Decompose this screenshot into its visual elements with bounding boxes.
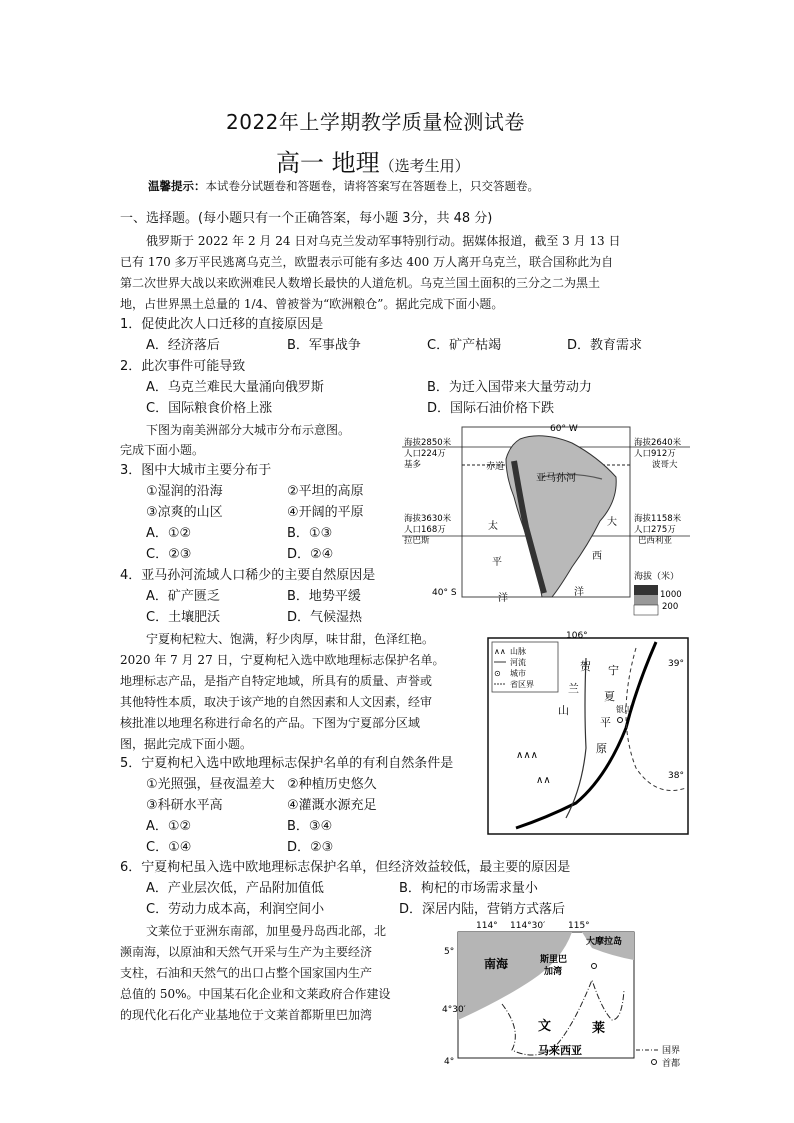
helan-char: 贺 [580,660,591,673]
legend-boundary: 省区界 [510,680,534,689]
q3-stem: 3．图中大城市主要分布于 [120,463,272,478]
lapaz-label: 人口168万 [404,525,446,535]
legend-level: 200 [662,602,679,612]
bogota-label: 波哥大 [652,460,678,470]
ningxia-char: 夏 [604,690,615,703]
lapaz-label: 海拔3630米 [404,514,452,524]
brasilia-label: 巴西利亚 [638,536,673,546]
amazon-label: 亚马孙河 [536,473,576,484]
q5-option-d[interactable]: D．②③ [287,840,334,855]
passage1-line: 已有 170 多万平民逃离乌克兰，欧盟表示可能有多达 400 万人离开乌克兰，联合国称此为自 [120,255,614,269]
passage4-line: 的现代化石化产业基地位于文莱首都斯里巴加湾 [120,1008,373,1022]
q3-item-2: ②平坦的高原 [287,484,364,499]
legend-swatch-low [634,605,658,615]
q2-option-b[interactable]: B．为迁入国带来大量劳动力 [427,380,592,395]
passage3-line: 宁夏枸杞粒大、饱满，籽少肉厚，味甘甜，色泽红艳。 [146,632,435,646]
mountain-symbols: ∧∧ [536,775,551,786]
pacific-char: 洋 [498,593,508,604]
q3-option-b[interactable]: B．①③ [287,526,333,541]
nx-lon-label: 106° [566,631,588,641]
passage3-line: 地理标志产品，是指产自特定地域，所具有的质量、声誉或 [120,674,433,688]
q5-item-4: ④灌溉水源充足 [287,798,377,813]
q1-option-b[interactable]: B．军事战争 [287,338,361,353]
plain-char: 原 [596,742,607,755]
legend-border: 国界 [662,1046,681,1056]
passage4-line: 濒南海，以原油和天然气开采与生产为主要经济 [120,945,373,959]
passage2-line: 下图为南美洲部分大城市分布示意图。 [146,423,351,437]
island-label: 大摩拉岛 [586,937,623,947]
sa-lon-label: 60° W [550,424,578,434]
atlantic-char: 大 [607,517,617,528]
q3-item-4: ④开阔的平原 [287,505,364,520]
q5-stem: 5．宁夏枸杞入选中欧地理标志保护名单的有利自然条件是 [120,756,454,771]
capital-legend-icon [652,1060,657,1065]
q1-option-d[interactable]: D．教育需求 [567,338,643,353]
page-title: 2022年上学期教学质量检测试卷 [226,110,525,134]
bn-lon-label: 114°30′ [510,921,546,931]
atlantic-char: 西 [592,551,602,562]
sea-label: 南海 [484,957,509,971]
q1-option-c[interactable]: C．矿产枯竭 [427,338,502,353]
mountain-icon: ∧∧ [494,647,506,656]
passage4-line: 支柱，石油和天然气的出口占整个国家国内生产 [120,966,373,980]
legend-river: 河流 [510,658,526,667]
page-subtitle [276,143,470,178]
q6-option-b[interactable]: B．枸杞的市场需求量小 [399,881,538,896]
tip-line [148,178,539,194]
bn-lat-label: 5° [444,947,455,957]
q3-option-d[interactable]: D．②④ [287,547,334,562]
q5-item-3: ③科研水平高 [146,798,223,813]
q2-stem: 2．此次事件可能导致 [120,359,246,374]
q3-item-3: ③凉爽的山区 [146,505,223,520]
subtitle-main: 高一 地理 [276,149,380,177]
brasilia-label: 海拔1158米 [634,514,682,524]
brunei-char: 莱 [592,1021,606,1036]
passage3-line: 核批准以地理名称进行命名的产品。下图为宁夏部分区域 [120,716,421,730]
passage4-line: 总值的 50%。中国某石化企业和文莱政府合作建设 [120,987,391,1001]
quito-label: 基多 [404,460,422,470]
bn-lat-label: 4°30′ [442,1005,466,1015]
brunei-char: 文 [538,1019,552,1034]
passage1-line: 第二次世界大战以来欧洲难民人数增长最快的人道危机。乌克兰国土面积的三分之二为黑土 [120,276,601,290]
q4-option-b[interactable]: B．地势平缓 [287,589,361,604]
quito-label: 海拔2850米 [404,438,452,448]
plain-char: 平 [600,716,611,729]
q4-option-a[interactable]: A．矿产匮乏 [146,589,220,604]
capital-label: 斯里巴 [540,955,568,965]
helan-char: 山 [558,704,569,717]
q6-option-a[interactable]: A．产业层次低，产品附加值低 [146,881,324,896]
bogota-label: 海拔2640米 [634,438,682,448]
q4-option-c[interactable]: C．土壤肥沃 [146,610,221,625]
legend-level: 1000 [660,590,682,600]
passage3-line: 图，据此完成下面小题。 [120,737,253,751]
passage4-line: 文莱位于亚洲东南部，加里曼丹岛西北部，北 [146,924,387,938]
quito-label: 人口224万 [404,449,446,459]
lapaz-label: 拉巴斯 [404,536,430,546]
sa-lat-label: 40° S [432,588,457,598]
passage3-line: 2020 年 7 月 27 日，宁夏枸杞入选中欧地理标志保护名单。 [120,653,445,667]
legend-swatch-mid [634,595,658,605]
q4-stem: 4．亚马孙河流域人口稀少的主要自然原因是 [120,568,376,583]
pacific-char: 太 [488,521,498,532]
tip-text: 本试卷分试题卷和答题卷，请将答案写在答题卷上，只交答题卷。 [205,179,539,193]
q5-item-1: ①光照强，昼夜温差大 [146,777,275,792]
q2-option-a[interactable]: A．乌克兰难民大量涌向俄罗斯 [146,380,324,395]
pacific-char: 平 [492,557,502,568]
equator-label: 赤道 [486,462,505,472]
section-heading: 一、选择题。(每小题只有一个正确答案，每小题 3分，共 48 分) [120,211,493,226]
ningxia-map [486,628,692,838]
q5-item-2: ②种植历史悠久 [287,777,377,792]
q3-item-1: ①湿润的沿海 [146,484,223,499]
legend-mountain: 山脉 [510,647,526,656]
legend-city: 城市 [510,669,526,678]
q2-option-c[interactable]: C．国际粮食价格上涨 [146,401,273,416]
bn-lon-label: 114° [476,921,498,931]
nx-lat-label: 39° [668,659,684,669]
q5-option-b[interactable]: B．③④ [287,819,333,834]
mountain-symbols: ∧∧∧ [516,750,538,761]
passage1-line: 地，占世界黑土总量的 1/4、曾被誉为“欧洲粮仓”。据此完成下面小题。 [120,297,504,311]
city-icon: ⊙ [494,669,501,678]
q5-option-c[interactable]: C．①④ [146,840,192,855]
bogota-label: 人口912万 [634,449,676,459]
legend-swatch-high [634,585,658,595]
nx-lat-label: 38° [668,771,684,781]
subtitle-note: （选考生用） [379,157,470,175]
bn-lon-label: 115° [568,921,590,931]
q3-option-a[interactable]: A．①② [146,526,192,541]
atlantic-char: 洋 [574,587,584,598]
yinchuan-label: 银川 [616,705,632,714]
q6-option-c[interactable]: C．劳动力成本高，利润空间小 [146,902,325,917]
brasilia-label: 人口275万 [634,525,676,535]
bn-lat-label: 4° [444,1057,455,1067]
q6-stem: 6．宁夏枸杞虽入选中欧地理标志保护名单，但经济效益较低，最主要的原因是 [120,860,571,875]
q4-option-d[interactable]: D．气候湿热 [287,610,363,625]
q3-option-c[interactable]: C．②③ [146,547,192,562]
passage1-line: 俄罗斯于 2022 年 2 月 24 日对乌克兰发动军事特别行动。据媒体报道，截至 3 月 13 日 [146,234,621,248]
south-america-map [402,417,690,627]
helan-char: 兰 [568,682,579,695]
ningxia-char: 宁 [608,664,619,677]
q1-stem: 1．促使此次人口迁移的直接原因是 [120,317,324,332]
q5-option-a[interactable]: A．①② [146,819,192,834]
capital-label: 加湾 [544,967,563,977]
q1-option-a[interactable]: A．经济落后 [146,338,220,353]
tip-label: 温馨提示： [148,179,206,193]
q6-option-d[interactable]: D．深居内陆，营销方式落后 [399,902,566,917]
brunei-map [442,920,692,1070]
elevation-legend-title: 海拔（米） [634,572,680,582]
passage3-line: 其他特性本质，取决于该产地的自然因素和人文因素，经审 [120,695,433,709]
q2-option-d[interactable]: D．国际石油价格下跌 [427,401,555,416]
passage2-line: 完成下面小题。 [120,443,205,457]
malaysia-label: 马来西亚 [538,1044,582,1057]
legend-capital: 首都 [662,1059,681,1069]
